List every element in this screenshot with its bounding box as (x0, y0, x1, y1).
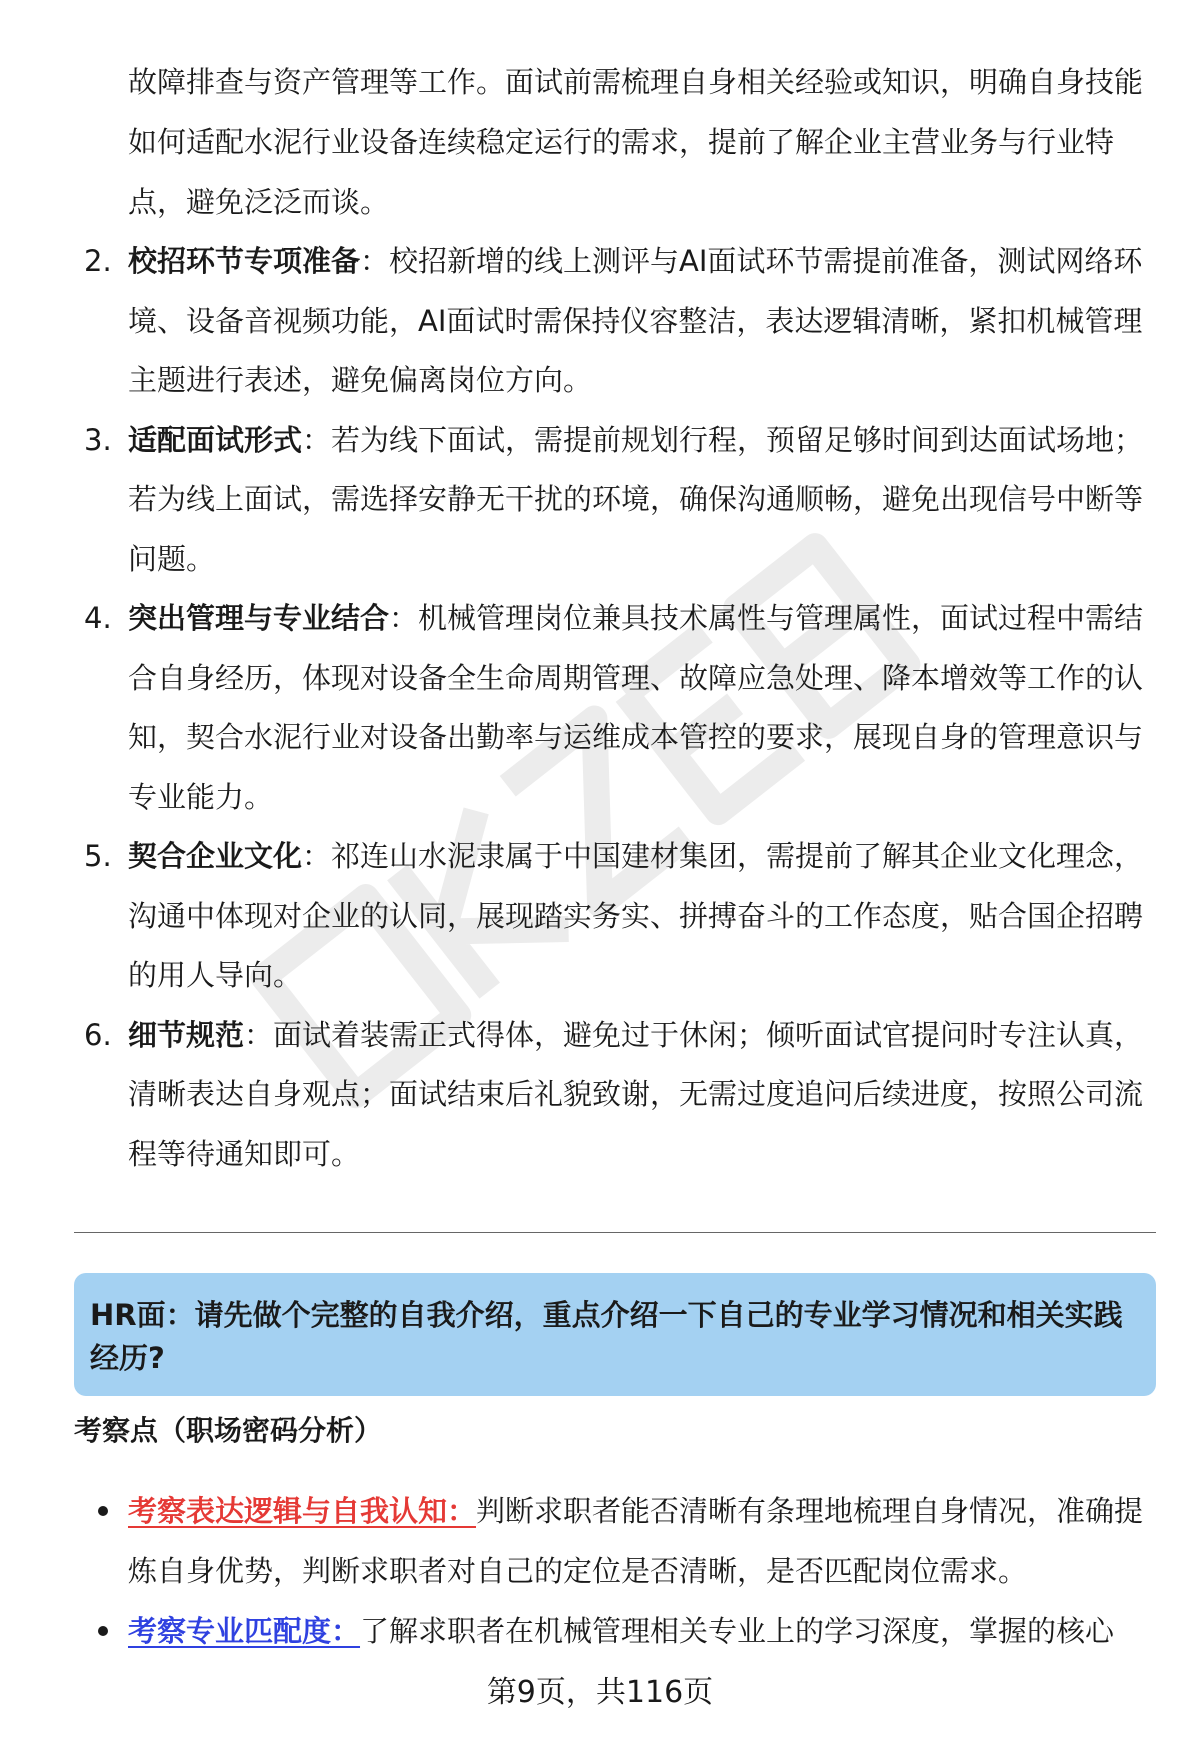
item-number: 6. (84, 1017, 112, 1052)
list-item (70, 1601, 1150, 1661)
item-number: 2. (84, 244, 112, 278)
list-item (70, 827, 1150, 1006)
item-heading: 细节规范 (128, 1017, 245, 1052)
item-heading: 校招环节专项准备 (128, 244, 361, 278)
item-heading: 契合企业文化 (128, 839, 303, 873)
bullet-icon (98, 1506, 108, 1516)
bullet-icon (98, 1626, 108, 1636)
question-text: HR面：请先做个完整的自我介绍，重点介绍一下自己的专业学习情况和相关实践经历? (90, 1298, 1123, 1375)
list-item (70, 1006, 1150, 1185)
divider (74, 1232, 1156, 1233)
list-item (70, 1481, 1150, 1601)
item-text: ：祁连山水泥隶属于中国建材集团，需提前了解其企业文化理念，沟通中体现对企业的认同，展现踏实务实、拼搏奋斗的工作态度，贴合国企招聘的用人导向。 (128, 839, 1144, 992)
list-item (70, 411, 1150, 590)
intro-paragraph: 故障排查与资产管理等工作。面试前需梳理自身相关经验或知识，明确自身技能如何适配水泥行业设备连续稳定运行的需求，提前了解企业主营业务与行业特点，避免泛泛而谈。 (128, 65, 1144, 219)
page-footer: 第9页，共116页 (486, 1675, 714, 1710)
point-text: 判断求职者能否清晰有条理地梳理自身情况，准确提炼自身优势，判断求职者对自己的定位是否清晰，是否匹配岗位需求。 (128, 1494, 1144, 1588)
list-item (70, 232, 1150, 411)
item-heading: 适配面试形式 (128, 422, 303, 457)
item-text: ：校招新增的线上测评与AI面试环节需提前准备，测试网络环境、设备音视频功能，AI面试时需保持仪容整洁，表达逻辑清晰，紧扣机械管理主题进行表述，避免偏离岗位方向。 (128, 244, 1143, 397)
item-text: ：机械管理岗位兼具技术属性与管理属性，面试过程中需结合自身经历，体现对设备全生命周期管理、故障应急处理、降本增效等工作的认知，契合水泥行业对设备出勤率与运维成本管控的要求，展现自身的管理意识与专业能力。 (128, 601, 1144, 814)
list-item (70, 589, 1150, 827)
item-number: 4. (84, 601, 112, 635)
item-text: ：面试着装需正式得体，避免过于休闲；倾听面试官提问时专注认真，清晰表达自身观点；面试结束后礼貌致谢，无需过度追问后续进度，按照公司流程等待通知即可。 (128, 1017, 1144, 1171)
question-box (74, 1273, 1156, 1396)
assessment-points-list (70, 1481, 1150, 1661)
tips-list (70, 232, 1150, 1184)
item-number: 3. (84, 422, 112, 457)
item-heading: 突出管理与专业结合 (128, 601, 390, 635)
point-tag: 考察专业匹配度： (128, 1614, 361, 1648)
section-title: 考察点（职场密码分析） (74, 1414, 383, 1447)
item-text: ：若为线下面试，需提前规划行程，预留足够时间到达面试场地；若为线上面试，需选择安静无干扰的环境，确保沟通顺畅，避免出现信号中断等问题。 (128, 422, 1144, 576)
point-tag: 考察表达逻辑与自我认知： (128, 1494, 477, 1528)
point-text: 了解求职者在机械管理相关专业上的学习深度，掌握的核心 (360, 1614, 1115, 1648)
item-number: 5. (84, 839, 112, 873)
